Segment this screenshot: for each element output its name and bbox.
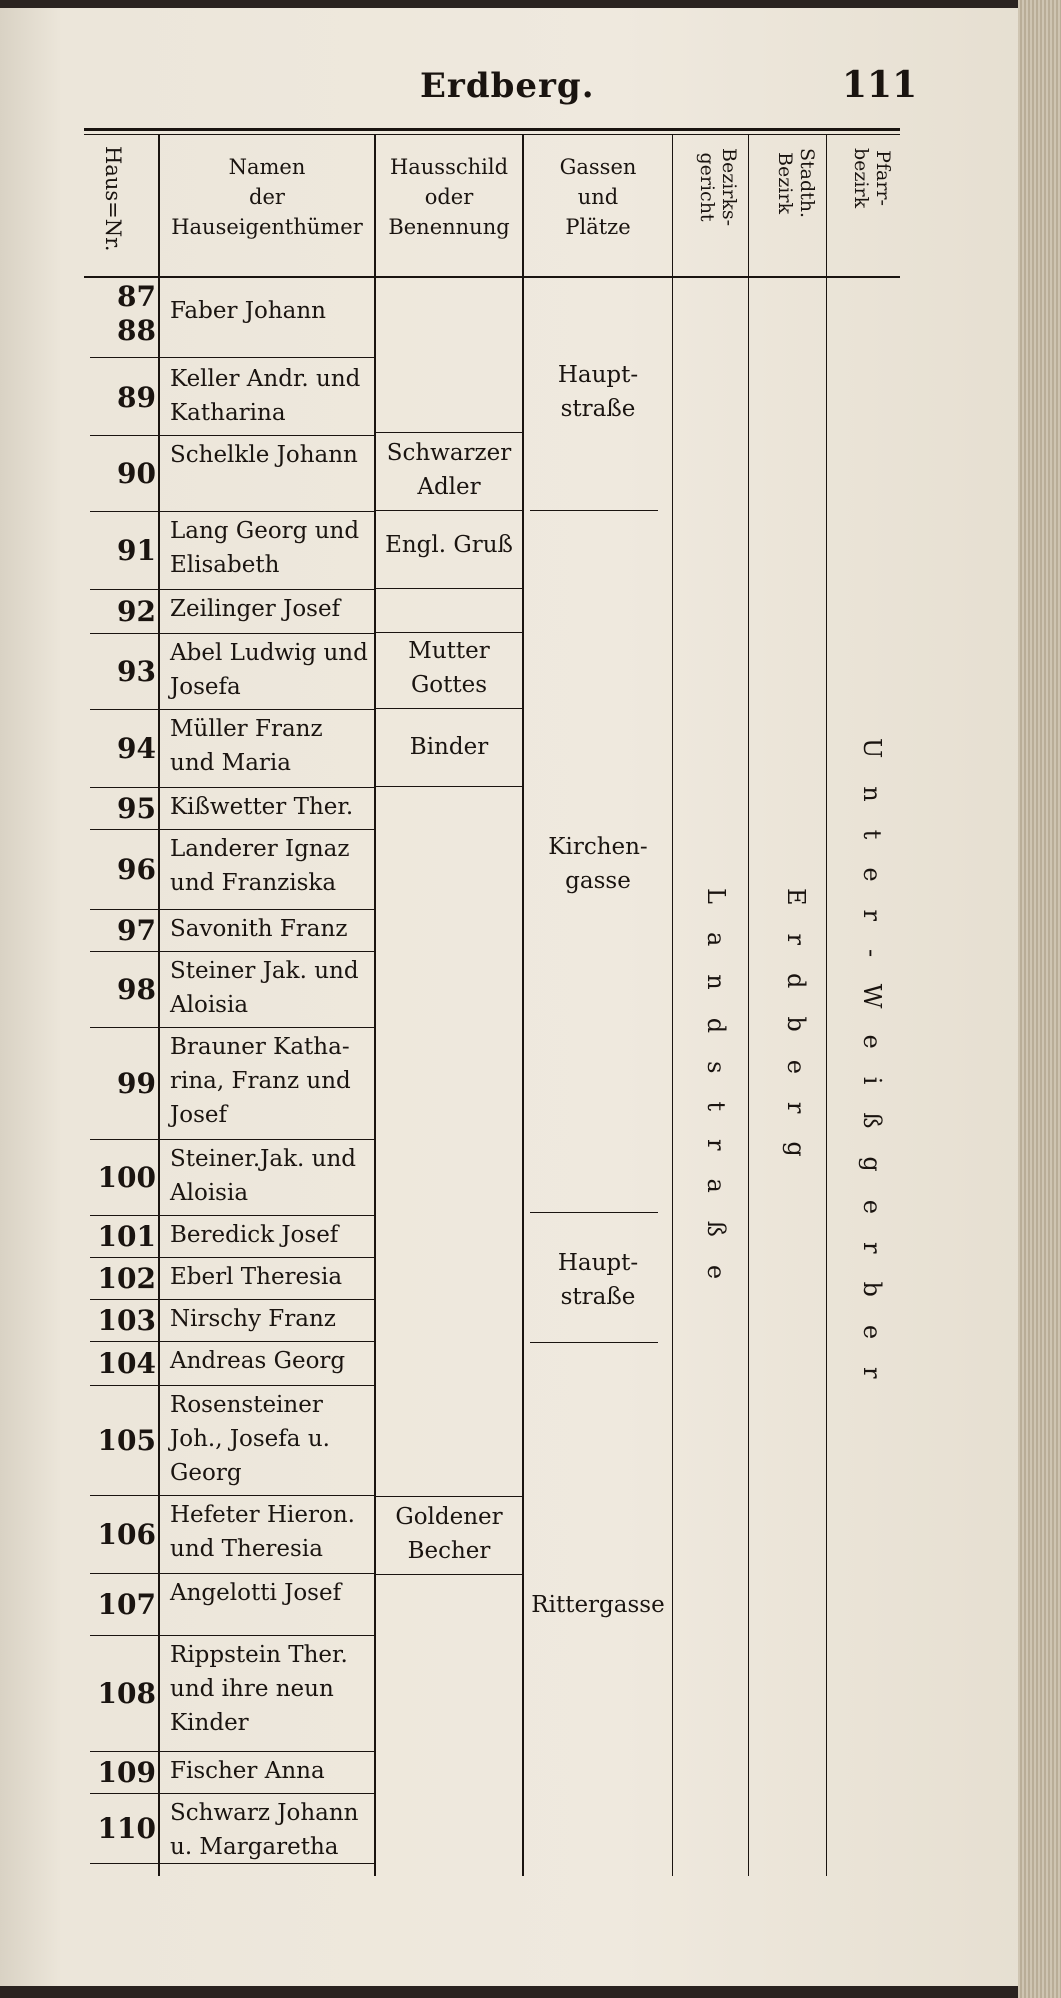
owner-name bbox=[170, 592, 380, 626]
column-header-pfarrbezirk bbox=[850, 148, 894, 208]
table-row bbox=[84, 590, 374, 634]
table-row bbox=[84, 436, 374, 512]
table-row bbox=[84, 1574, 374, 1636]
house-number: 109 bbox=[97, 1756, 156, 1789]
owner-name-line: Josefa bbox=[170, 674, 241, 700]
column-header-schild-line: Hausschild bbox=[389, 155, 509, 179]
owner-name bbox=[170, 912, 380, 946]
owner-name-line: Faber Johann bbox=[170, 298, 326, 324]
owner-name-line: Katharina bbox=[170, 400, 286, 426]
table-row bbox=[84, 830, 374, 910]
column-header-name bbox=[160, 152, 374, 242]
owner-name-line: Schwarz Johann bbox=[170, 1800, 359, 1826]
schild-entry bbox=[376, 528, 522, 562]
table-row bbox=[84, 710, 374, 788]
table-row bbox=[84, 1300, 374, 1342]
schild-entry bbox=[376, 436, 522, 504]
house-number: 105 bbox=[97, 1424, 156, 1457]
column-header-stadtbezirk-line: Bezirk bbox=[774, 152, 796, 214]
house-number: 97 bbox=[117, 914, 156, 947]
column-header-name-line: der bbox=[249, 185, 285, 209]
schild-text: Engl. Gruß bbox=[385, 532, 513, 558]
table-row bbox=[84, 1342, 374, 1386]
house-number: 102 bbox=[97, 1262, 156, 1295]
column-header-bezirksgericht-line: gericht bbox=[696, 152, 718, 222]
owner-name bbox=[170, 1142, 380, 1210]
column-header-schild-line: Benennung bbox=[388, 215, 510, 239]
column-header-gassen-line: Plätze bbox=[565, 215, 631, 239]
owner-name bbox=[170, 362, 380, 430]
table-row bbox=[84, 1794, 374, 1864]
house-number: 110 bbox=[97, 1812, 156, 1845]
table-row bbox=[84, 1028, 374, 1140]
page-title: Erdberg. bbox=[420, 66, 595, 106]
owner-name-line: u. Margaretha bbox=[170, 1834, 339, 1860]
gasse-text: Rittergasse bbox=[531, 1592, 665, 1618]
column-header-gassen-line: und bbox=[577, 185, 619, 209]
schild-text: Binder bbox=[409, 734, 489, 760]
gasse-text: straße bbox=[560, 396, 636, 422]
house-number: 95 bbox=[117, 792, 156, 825]
stadtbezirk-value: Erdberg bbox=[782, 888, 810, 1185]
owner-name bbox=[170, 1796, 380, 1864]
owner-name-line: Aloisia bbox=[170, 1180, 249, 1206]
owner-name-line: Beredick Josef bbox=[170, 1222, 339, 1248]
owner-name bbox=[170, 712, 380, 780]
table-row bbox=[84, 1216, 374, 1258]
column-header-nr: Haus=Nr. bbox=[101, 146, 125, 252]
table-row bbox=[84, 788, 374, 830]
owner-name bbox=[170, 790, 380, 824]
owner-name bbox=[170, 1754, 380, 1788]
house-number: 87 bbox=[117, 280, 156, 313]
table-row bbox=[84, 1386, 374, 1496]
schild-text: Goldener bbox=[395, 1504, 503, 1530]
table-row bbox=[84, 1636, 374, 1752]
owner-name-line: Brauner Katha- bbox=[170, 1034, 350, 1060]
owner-name-line: Elisabeth bbox=[170, 552, 280, 578]
house-number: 106 bbox=[97, 1518, 156, 1551]
table-row bbox=[84, 634, 374, 710]
gasse-text: Haupt- bbox=[557, 1250, 639, 1276]
house-number: 107 bbox=[97, 1588, 156, 1621]
gasse-text: Kirchen- bbox=[548, 834, 648, 860]
owner-name-line: Andreas Georg bbox=[170, 1348, 346, 1374]
owner-name-line: Rippstein Ther. bbox=[170, 1642, 348, 1668]
column-header-stadtbezirk-line: Stadth. bbox=[796, 148, 818, 219]
house-number: 101 bbox=[97, 1220, 156, 1253]
owner-name bbox=[170, 954, 380, 1022]
table-row bbox=[84, 952, 374, 1028]
table-row bbox=[84, 314, 374, 358]
column-header-name-line: Namen bbox=[228, 155, 306, 179]
running-header bbox=[0, 62, 1030, 112]
owner-name-line: Landerer Ignaz bbox=[170, 836, 350, 862]
schild-entry bbox=[376, 1500, 522, 1568]
owner-name bbox=[170, 1576, 380, 1610]
owner-name-line: und ihre neun bbox=[170, 1676, 334, 1702]
owner-name-line: Keller Andr. und bbox=[170, 366, 361, 392]
owner-name bbox=[170, 438, 380, 472]
house-number: 93 bbox=[117, 655, 156, 688]
owner-name-line: Steiner Jak. und bbox=[170, 958, 359, 984]
owner-name bbox=[170, 1388, 380, 1490]
owner-name-line: Schelkle Johann bbox=[170, 442, 358, 468]
house-number: 103 bbox=[97, 1304, 156, 1337]
schild-text: Schwarzer bbox=[386, 440, 512, 466]
schild-text: Becher bbox=[407, 1538, 491, 1564]
owner-name-line: Zeilinger Josef bbox=[170, 596, 341, 622]
column-header-pfarrbezirk-line: Pfarr- bbox=[872, 150, 894, 206]
house-number: 108 bbox=[97, 1677, 156, 1710]
column-header-gassen bbox=[524, 152, 672, 242]
owner-name-line: Kißwetter Ther. bbox=[170, 794, 354, 820]
owner-name-line: und Franziska bbox=[170, 870, 337, 896]
owner-name-line: Rosensteiner bbox=[170, 1392, 323, 1418]
house-number: 92 bbox=[117, 595, 156, 628]
gasse-text: gasse bbox=[565, 868, 631, 894]
owner-name bbox=[170, 1218, 380, 1252]
owner-name bbox=[170, 1030, 380, 1132]
house-number: 94 bbox=[117, 732, 156, 765]
owner-name-line: Josef bbox=[170, 1102, 227, 1128]
gasse-text: straße bbox=[560, 1284, 636, 1310]
table-row bbox=[84, 1140, 374, 1216]
gasse-entry bbox=[524, 1246, 672, 1314]
house-number: 100 bbox=[97, 1161, 156, 1194]
page-number: 111 bbox=[842, 64, 918, 106]
gasse-entry bbox=[524, 830, 672, 898]
schild-entry bbox=[376, 634, 522, 702]
schild-text: Adler bbox=[417, 474, 481, 500]
table-row bbox=[84, 910, 374, 952]
owner-name-line: Kinder bbox=[170, 1710, 249, 1736]
column-header-bezirksgericht bbox=[696, 148, 740, 226]
owner-name-line: Nirschy Franz bbox=[170, 1306, 336, 1332]
house-number: 98 bbox=[117, 973, 156, 1006]
gasse-text: Haupt- bbox=[557, 362, 639, 388]
owner-name bbox=[170, 636, 380, 704]
owner-name-line: Steiner.Jak. und bbox=[170, 1146, 357, 1172]
gasse-entry bbox=[524, 358, 672, 426]
owner-name bbox=[170, 832, 380, 900]
schild-text: Mutter bbox=[408, 638, 490, 664]
table-row bbox=[84, 360, 374, 436]
owner-name bbox=[170, 1638, 380, 1740]
owner-name-line: Abel Ludwig und bbox=[170, 640, 368, 666]
column-header-stadtbezirk bbox=[774, 148, 818, 218]
column-header-name-line: Hauseigenthümer bbox=[171, 215, 363, 239]
owner-name-line: Joh., Josefa u. bbox=[170, 1426, 330, 1452]
pfarrbezirk-value: Unter-Weißgerber bbox=[858, 738, 886, 1407]
table-row bbox=[84, 512, 374, 590]
column-header-pfarrbezirk-line: bezirk bbox=[850, 148, 872, 209]
house-number: 89 bbox=[117, 381, 156, 414]
owner-name bbox=[170, 1260, 380, 1294]
owner-name-line: Georg bbox=[170, 1460, 242, 1486]
column-header-gassen-line: Gassen bbox=[559, 155, 637, 179]
owner-name-line: Hefeter Hieron. bbox=[170, 1502, 355, 1528]
owner-name-line: Aloisia bbox=[170, 992, 249, 1018]
owner-name-line: Lang Georg und bbox=[170, 518, 360, 544]
column-header-bezirksgericht-line: Bezirks- bbox=[718, 148, 740, 227]
owner-name-line: Savonith Franz bbox=[170, 916, 348, 942]
house-number: 104 bbox=[97, 1347, 156, 1380]
house-number: 96 bbox=[117, 853, 156, 886]
column-header-schild-line: oder bbox=[424, 185, 474, 209]
owner-name bbox=[170, 1302, 380, 1336]
schild-entry bbox=[376, 730, 522, 764]
owner-name-line: und Theresia bbox=[170, 1536, 323, 1562]
table-row bbox=[84, 1258, 374, 1300]
owner-name bbox=[170, 1344, 380, 1378]
schild-text: Gottes bbox=[410, 672, 488, 698]
owner-name-line: Fischer Anna bbox=[170, 1758, 325, 1784]
house-number: 90 bbox=[117, 457, 156, 490]
owner-name-line: Eberl Theresia bbox=[170, 1264, 343, 1290]
table-row bbox=[84, 1496, 374, 1574]
owner-name-line: Müller Franz bbox=[170, 716, 323, 742]
bezirksgericht-value: Landstraße bbox=[702, 888, 730, 1308]
table-row bbox=[84, 1752, 374, 1794]
owner-name-line: Angelotti Josef bbox=[170, 1580, 342, 1606]
gasse-entry bbox=[524, 1588, 672, 1622]
house-number: 91 bbox=[117, 534, 156, 567]
owner-name-line: und Maria bbox=[170, 750, 291, 776]
book-page bbox=[0, 8, 1030, 1986]
owner-name bbox=[170, 1498, 380, 1566]
page-edge bbox=[1018, 0, 1061, 1998]
house-number: 99 bbox=[117, 1067, 156, 1100]
table-row bbox=[84, 280, 374, 324]
owner-name bbox=[170, 514, 380, 582]
house-number: 88 bbox=[117, 314, 156, 347]
column-header-schild bbox=[376, 152, 522, 242]
owner-name-line: rina, Franz und bbox=[170, 1068, 351, 1094]
